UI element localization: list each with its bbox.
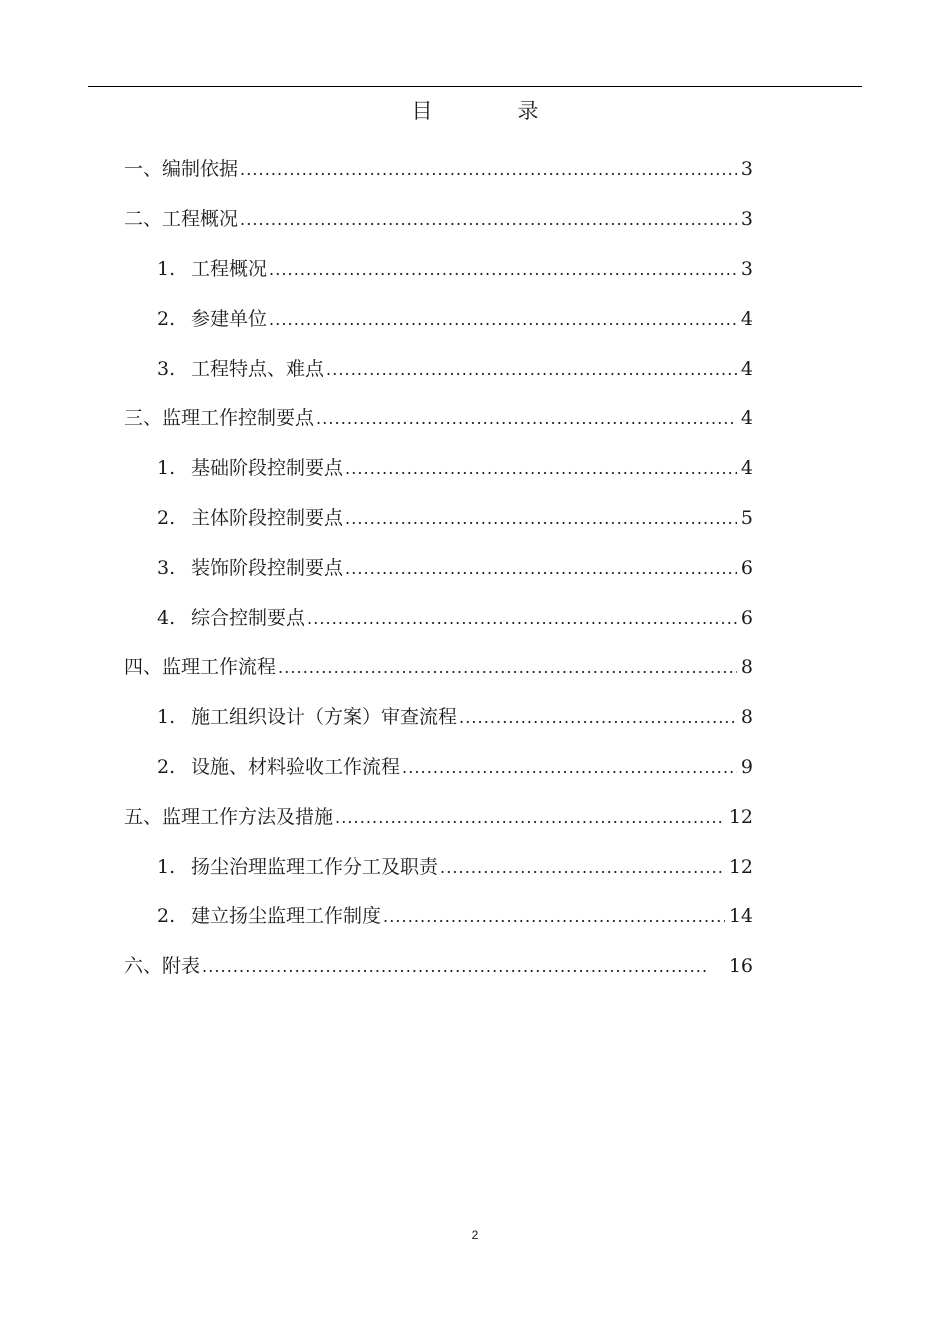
toc-entry-row [157, 702, 950, 733]
toc-dot-leader [326, 355, 737, 385]
toc-entry-page: 4 [740, 307, 753, 330]
toc-entry-row [157, 752, 950, 783]
toc-entry[interactable] [0, 693, 950, 743]
toc-entry[interactable] [0, 394, 950, 444]
toc-dot-leader [202, 952, 725, 982]
toc-dot-leader [345, 454, 737, 484]
toc-entry-label: 施工组织设计（方案）审查流程 [191, 706, 458, 729]
toc-entry-row [157, 852, 950, 883]
toc-list [0, 145, 950, 992]
toc-entry-page: 4 [740, 357, 753, 380]
toc-entry[interactable] [0, 294, 950, 344]
toc-entry-page: 4 [740, 457, 753, 480]
toc-entry-label: 二、工程概况 [124, 208, 239, 231]
toc-entry[interactable] [0, 892, 950, 942]
toc-entry-label: 三、监理工作控制要点 [124, 407, 315, 430]
toc-entry[interactable] [0, 344, 950, 394]
toc-entry-label: 一、编制依据 [124, 158, 239, 181]
toc-entry-page: 3 [740, 158, 753, 181]
toc-entry-page: 8 [740, 706, 753, 729]
toc-entry-number: 4. [157, 606, 176, 629]
page-number: 2 [471, 1228, 479, 1242]
toc-entry[interactable] [0, 543, 950, 593]
toc-entry-page: 6 [740, 606, 753, 629]
toc-entry[interactable] [0, 842, 950, 892]
toc-entry-page: 12 [728, 805, 753, 828]
toc-entry-number: 3. [157, 556, 176, 579]
toc-entry-row [157, 901, 950, 932]
toc-entry-row [157, 254, 950, 285]
toc-entry-number: 2. [157, 506, 176, 529]
toc-dot-leader [345, 504, 737, 534]
toc-entry-label: 综合控制要点 [191, 606, 306, 629]
toc-entry-label: 六、附表 [124, 955, 201, 978]
toc-entry[interactable] [0, 743, 950, 793]
toc-entry-page: 16 [728, 955, 753, 978]
toc-entry-row [157, 354, 950, 385]
toc-entry[interactable] [0, 195, 950, 245]
toc-entry-label: 设施、材料验收工作流程 [191, 755, 401, 778]
toc-entry-number: 1. [157, 706, 176, 729]
toc-entry-label: 四、监理工作流程 [124, 656, 277, 679]
toc-entry[interactable] [0, 245, 950, 295]
toc-entry-page: 12 [728, 855, 753, 878]
toc-entry-row [157, 453, 950, 484]
toc-dot-leader [240, 205, 737, 235]
toc-entry-page: 8 [740, 656, 753, 679]
toc-entry-label: 扬尘治理监理工作分工及职责 [191, 855, 439, 878]
toc-dot-leader [440, 853, 725, 883]
toc-entry-label: 主体阶段控制要点 [191, 506, 344, 529]
toc-entry[interactable] [0, 444, 950, 494]
toc-entry[interactable] [0, 643, 950, 693]
toc-entry-page: 14 [728, 905, 753, 928]
toc-entry-number: 2. [157, 755, 176, 778]
toc-entry-label: 五、监理工作方法及措施 [124, 805, 334, 828]
toc-entry-number: 1. [157, 855, 176, 878]
toc-entry-row [157, 503, 950, 534]
toc-entry-row [124, 652, 950, 683]
toc-entry-row [157, 553, 950, 584]
toc-dot-leader [402, 753, 737, 783]
toc-dot-leader [278, 653, 737, 683]
toc-entry-row [124, 403, 950, 434]
toc-dot-leader [335, 803, 725, 833]
toc-entry-label: 建立扬尘监理工作制度 [191, 905, 382, 928]
toc-entry-number: 2. [157, 307, 176, 330]
toc-dot-leader [345, 554, 737, 584]
toc-entry-number: 1. [157, 257, 176, 280]
toc-entry-row [124, 951, 950, 982]
toc-entry-number: 2. [157, 905, 176, 928]
toc-entry[interactable] [0, 494, 950, 544]
toc-dot-leader [269, 255, 737, 285]
toc-dot-leader [240, 155, 737, 185]
toc-dot-leader [316, 404, 737, 434]
toc-entry-page: 4 [740, 407, 753, 430]
toc-entry-page: 9 [740, 755, 753, 778]
toc-title: 目 录 [411, 99, 571, 123]
toc-entry-label: 装饰阶段控制要点 [191, 556, 344, 579]
toc-entry-label: 参建单位 [191, 307, 268, 330]
toc-entry[interactable] [0, 942, 950, 992]
toc-dot-leader [307, 604, 737, 634]
toc-entry-row [124, 204, 950, 235]
toc-entry-row [157, 603, 950, 634]
toc-entry-row [124, 802, 950, 833]
toc-entry-page: 5 [740, 506, 753, 529]
toc-entry-row [157, 304, 950, 335]
toc-dot-leader [459, 703, 737, 733]
toc-entry-row [124, 154, 950, 185]
toc-entry-page: 3 [740, 257, 753, 280]
toc-entry[interactable] [0, 593, 950, 643]
toc-entry-number: 1. [157, 457, 176, 480]
toc-entry-page: 3 [740, 208, 753, 231]
toc-entry-page: 6 [740, 556, 753, 579]
toc-entry-label: 工程特点、难点 [191, 357, 325, 380]
toc-entry[interactable] [0, 145, 950, 195]
toc-entry-label: 基础阶段控制要点 [191, 457, 344, 480]
header-rule [88, 86, 862, 87]
toc-dot-leader [383, 902, 725, 932]
toc-entry[interactable] [0, 792, 950, 842]
toc-entry-label: 工程概况 [191, 257, 268, 280]
toc-dot-leader [269, 305, 737, 335]
toc-entry-number: 3. [157, 357, 176, 380]
